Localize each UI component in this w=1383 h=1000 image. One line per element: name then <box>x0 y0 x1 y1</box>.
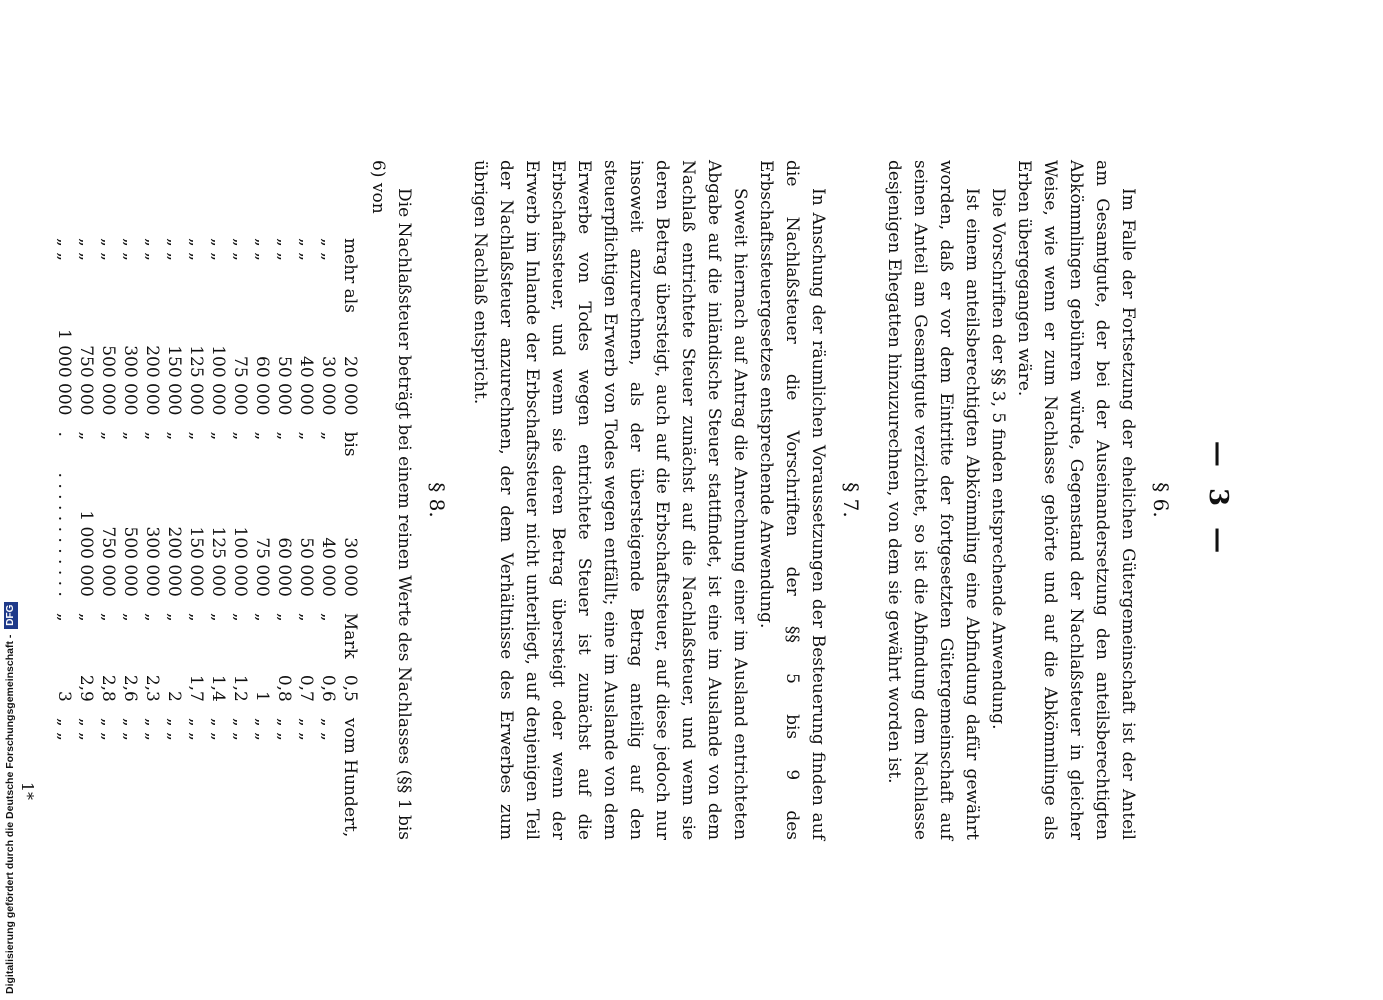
range-to-word: „ <box>252 431 272 441</box>
range-from: 500 000 <box>98 345 118 416</box>
range-to: 300 000 <box>142 526 162 597</box>
unit: „ <box>230 612 250 622</box>
table-row <box>97 230 119 845</box>
rate-suffix: „ „ <box>54 717 74 741</box>
range-to: 60 000 <box>274 537 294 597</box>
range-to: 30 000 <box>340 537 360 597</box>
unit: „ <box>208 612 228 622</box>
range-to-word: „ <box>98 431 118 441</box>
paragraph: In Anschung der räumlichen Voraussetzungen der Besteuerung finden auf die Nachlaßsteuer die Vorschriften der §§ 5 bis 9 des Erbschaftssteuergesetzes entsprechende Anwendung. <box>756 160 828 840</box>
unit: „ <box>186 612 206 622</box>
rate-suffix: „ „ <box>230 717 250 741</box>
table-row <box>295 230 317 845</box>
rate: 0,7 <box>296 674 316 702</box>
range-to-word: „ <box>230 431 250 441</box>
rate: 2,3 <box>142 674 162 702</box>
unit: „ <box>318 612 338 622</box>
table-row <box>141 230 163 845</box>
unit: „ <box>76 612 96 622</box>
range-prefix: „ „ <box>230 238 250 262</box>
range-to-word: „ <box>120 431 140 441</box>
range-to: 200 000 <box>164 526 184 597</box>
rate: 2 <box>164 691 184 702</box>
rate: 1,2 <box>230 674 250 702</box>
unit: „ <box>54 612 74 622</box>
unit: „ <box>142 612 162 622</box>
rate-suffix: „ „ <box>296 717 316 741</box>
range-from: 75 000 <box>230 356 250 416</box>
range-from: 50 000 <box>274 356 294 416</box>
range-prefix: „ „ <box>54 238 74 262</box>
range-to: 1 000 000 <box>76 510 96 597</box>
rate-suffix: „ „ <box>208 717 228 741</box>
range-to-word: „ <box>318 431 338 441</box>
rate: 1,4 <box>208 674 228 702</box>
range-from: 150 000 <box>164 345 184 416</box>
range-from: 300 000 <box>120 345 140 416</box>
range-from: 30 000 <box>318 356 338 416</box>
section-7 <box>467 160 863 840</box>
range-to-word: „ <box>274 431 294 441</box>
unit: „ <box>252 612 272 622</box>
range-to: 750 000 <box>98 526 118 597</box>
paragraph: Ist einem anteilsberechtigten Abkömmling eine Abfindung dafür gewährt worden, daß er vor dem Eintritte der fortgesetzten Gütergemeinschaft auf seinen Anteil am Gesamtgute verzichtet, so ist die Abfindung dem Nachlasse desjenigen Ehegatten hinzuzurechnen, von dem sie gewährt worden ist. <box>884 160 982 840</box>
unit: „ <box>120 612 140 622</box>
table-row <box>339 230 361 845</box>
unit: „ <box>274 612 294 622</box>
range-prefix: „ „ <box>208 238 228 262</box>
rate-suffix: vom Hundert, <box>340 717 360 838</box>
range-prefix: mehr als <box>340 238 360 313</box>
rate: 2,6 <box>120 674 140 702</box>
rate: 1 <box>252 691 272 702</box>
range-to-word: bis <box>340 431 360 457</box>
range-prefix: „ „ <box>142 238 162 262</box>
range-to: 75 000 <box>252 537 272 597</box>
table-row <box>207 230 229 845</box>
range-to-word: „ <box>186 431 206 441</box>
paragraph: Soweit hiernach auf Antrag die Anrechnung einer im Ausland entrichteten Abgabe auf die inländische Steuer stattfindet, ist eine im Auslande von dem Nachlaß entrichtete Steuer zunächst auf die Nachlaßsteuer, und wenn sie deren Betrag übersteigt, auch auf die Erbschaftssteuer, auf diese jedoch nur insoweit anzurechnen, als der übersteigende Betrag anteilig auf den steuerpflichtigen Erwerb von Todes wegen entfällt; eine im Auslande von dem Erwerbe von Todes wegen entrichtete Steuer ist zunächst auf die Erbschaftssteuer, und wenn sie deren Betrag übersteigt oder wenn der Erwerb im Inlande der Erbschaftssteuer nicht unterliegt, auf denjenigen Teil der Nachlaßsteuer anzurechnen, der dem Verhältnisse des Erwerbes zum übrigen Nachlaß entspricht. <box>470 160 750 840</box>
range-from: 40 000 <box>296 356 316 416</box>
range-to: 50 000 <box>296 537 316 597</box>
rate: 0,8 <box>274 674 294 702</box>
range-prefix: „ „ <box>296 238 316 262</box>
rate-suffix: „ „ <box>164 717 184 741</box>
table-row <box>229 230 251 845</box>
unit: „ <box>98 612 118 622</box>
rate: 3 <box>54 691 74 702</box>
range-from: 200 000 <box>142 345 162 416</box>
unit: „ <box>164 612 184 622</box>
range-prefix: „ „ <box>318 238 338 262</box>
page-header: — 3 — <box>1203 440 1233 560</box>
rate-suffix: „ „ <box>142 717 162 741</box>
rate: 2,8 <box>98 674 118 702</box>
range-to-word: „ <box>208 431 228 441</box>
range-prefix: „ „ <box>76 238 96 262</box>
rate: 2,9 <box>76 674 96 702</box>
range-from: 750 000 <box>76 345 96 416</box>
paragraph: Die Vorschriften der §§ 3, 5 finden entsprechende Anwendung. <box>988 188 1008 730</box>
rate-suffix: „ „ <box>120 717 140 741</box>
rate: 1,7 <box>186 674 206 702</box>
range-to: . . . . . . . . . . . . <box>54 472 74 597</box>
dfg-logo: DFG <box>4 602 18 629</box>
rate-suffix: „ „ <box>186 717 206 741</box>
range-to-word: . <box>54 431 74 437</box>
range-to-word: „ <box>142 431 162 441</box>
range-prefix: „ „ <box>164 238 184 262</box>
section-8 <box>53 160 449 840</box>
table-row <box>251 230 273 845</box>
rate-suffix: „ „ <box>98 717 118 741</box>
rate-suffix: „ „ <box>274 717 294 741</box>
range-to: 40 000 <box>318 537 338 597</box>
range-from: 100 000 <box>208 345 228 416</box>
range-prefix: „ „ <box>186 238 206 262</box>
table-row <box>163 230 185 845</box>
unit: Mark <box>340 612 360 659</box>
section-title: § 7. <box>839 482 863 518</box>
paragraph: Im Falle der Fortsetzung der ehelichen Gütergemeinschaft ist der Anteil am Gesamtgute, der bei der Auseinandersetzung den anteilsberechtigten Abkömmlingen gebühren würde, Gegenstand der Nachlaßsteuer in gleicher Weise, wie wenn er zum Nachlasse gehörte und auf die Abkömmlinge als Erben übergegangen wäre. <box>1014 160 1138 840</box>
range-to: 125 000 <box>208 526 228 597</box>
table-row <box>317 230 339 845</box>
range-to: 100 000 <box>230 526 250 597</box>
table-row <box>53 230 75 845</box>
range-to: 150 000 <box>186 526 206 597</box>
range-prefix: „ „ <box>252 238 272 262</box>
range-to-word: „ <box>296 431 316 441</box>
paragraph: Die Nachlaßsteuer beträgt bei einem reinen Werte des Nachlasses (§§ 1 bis 6) von <box>368 160 414 840</box>
footer-bar <box>0 604 20 994</box>
range-prefix: „ „ <box>98 238 118 262</box>
rate-suffix: „ „ <box>76 717 96 741</box>
table-row <box>185 230 207 845</box>
page-body <box>18 160 1183 840</box>
rate-suffix: „ „ <box>318 717 338 741</box>
table-row <box>119 230 141 845</box>
signature-mark: 1* <box>18 781 37 800</box>
range-to-word: „ <box>76 431 96 441</box>
unit: „ <box>296 612 316 622</box>
range-to: 500 000 <box>120 526 140 597</box>
table-row <box>273 230 295 845</box>
range-from: 20 000 <box>340 356 360 416</box>
tax-rate-table <box>53 230 361 845</box>
section-title: § 8. <box>425 482 449 518</box>
range-from: 125 000 <box>186 345 206 416</box>
range-prefix: „ „ <box>274 238 294 262</box>
range-from: 1 000 000 <box>54 328 74 416</box>
table-row <box>75 230 97 845</box>
section-title: § 6. <box>1149 482 1173 518</box>
footer-text: Digitalisierung gefördert durch die Deutsche Forschungsgemeinschaft - <box>4 634 16 994</box>
rate: 0,5 <box>340 674 360 702</box>
rate: 0,6 <box>318 674 338 702</box>
section-6 <box>881 160 1173 840</box>
range-prefix: „ „ <box>120 238 140 262</box>
range-to-word: „ <box>164 431 184 441</box>
rate-suffix: „ „ <box>252 717 272 741</box>
range-from: 60 000 <box>252 356 272 416</box>
